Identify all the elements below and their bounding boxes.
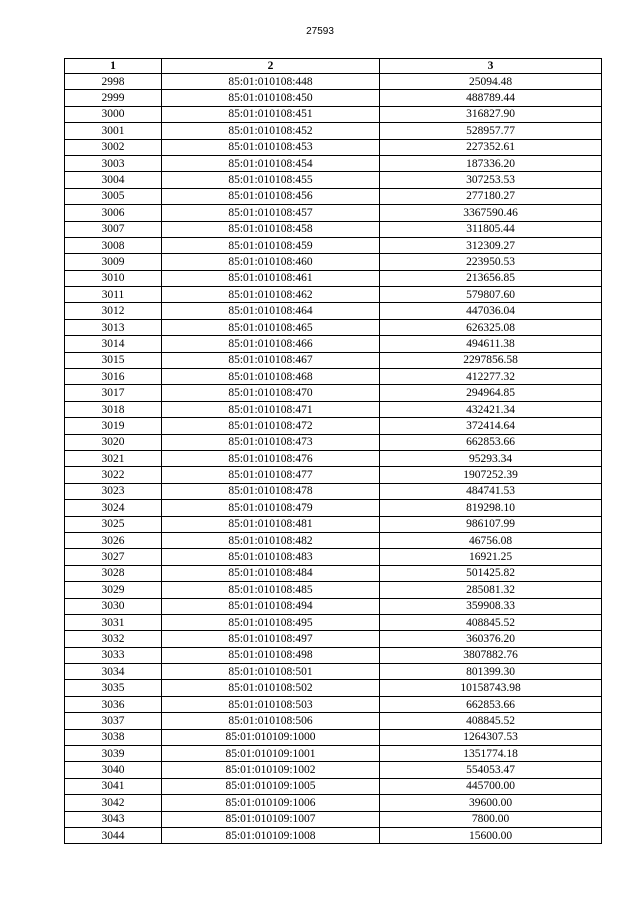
row-number-cell: 3009 (65, 254, 162, 270)
cadastral-number-cell: 85:01:010108:502 (162, 680, 380, 696)
row-number-cell: 3039 (65, 746, 162, 762)
table-row (65, 270, 602, 286)
column-header-2: 2 (162, 59, 380, 74)
cadastral-number-cell: 85:01:010108:498 (162, 647, 380, 663)
cadastral-number-cell: 85:01:010108:506 (162, 713, 380, 729)
cadastral-number-cell: 85:01:010108:485 (162, 582, 380, 598)
cadastral-number-cell: 85:01:010108:458 (162, 221, 380, 237)
value-cell: 294964.85 (380, 385, 602, 401)
table-row (65, 319, 602, 335)
table-row (65, 221, 602, 237)
table-row (65, 155, 602, 171)
value-cell: 95293.34 (380, 450, 602, 466)
row-number-cell: 3027 (65, 549, 162, 565)
row-number-cell: 3030 (65, 598, 162, 614)
value-cell: 312309.27 (380, 237, 602, 253)
row-number-cell: 3001 (65, 123, 162, 139)
table-body (65, 74, 602, 844)
row-number-cell: 3032 (65, 631, 162, 647)
value-cell: 662853.66 (380, 696, 602, 712)
value-cell: 1907252.39 (380, 467, 602, 483)
table-row (65, 713, 602, 729)
row-number-cell: 3022 (65, 467, 162, 483)
cadastral-number-cell: 85:01:010108:466 (162, 336, 380, 352)
row-number-cell: 3024 (65, 500, 162, 516)
row-number-cell: 3037 (65, 713, 162, 729)
cadastral-number-cell: 85:01:010108:448 (162, 74, 380, 90)
row-number-cell: 3041 (65, 778, 162, 794)
value-cell: 227352.61 (380, 139, 602, 155)
cadastral-number-cell: 85:01:010108:464 (162, 303, 380, 319)
value-cell: 25094.48 (380, 74, 602, 90)
table-row (65, 418, 602, 434)
table-row (65, 500, 602, 516)
row-number-cell: 3012 (65, 303, 162, 319)
value-cell: 360376.20 (380, 631, 602, 647)
cadastral-number-cell: 85:01:010108:484 (162, 565, 380, 581)
cadastral-number-cell: 85:01:010108:451 (162, 106, 380, 122)
row-number-cell: 3014 (65, 336, 162, 352)
value-cell: 501425.82 (380, 565, 602, 581)
row-number-cell: 3031 (65, 614, 162, 630)
value-cell: 408845.52 (380, 713, 602, 729)
value-cell: 484741.53 (380, 483, 602, 499)
table-row (65, 582, 602, 598)
value-cell: 15600.00 (380, 827, 602, 843)
value-cell: 2297856.58 (380, 352, 602, 368)
row-number-cell: 3002 (65, 139, 162, 155)
value-cell: 10158743.98 (380, 680, 602, 696)
table-row (65, 598, 602, 614)
cadastral-number-cell: 85:01:010108:465 (162, 319, 380, 335)
cadastral-number-cell: 85:01:010108:452 (162, 123, 380, 139)
cadastral-number-cell: 85:01:010108:479 (162, 500, 380, 516)
value-cell: 39600.00 (380, 795, 602, 811)
row-number-cell: 3026 (65, 532, 162, 548)
cadastral-number-cell: 85:01:010108:503 (162, 696, 380, 712)
row-number-cell: 3028 (65, 565, 162, 581)
cadastral-number-cell: 85:01:010109:1002 (162, 762, 380, 778)
table-row (65, 401, 602, 417)
table-row (65, 631, 602, 647)
cadastral-number-cell: 85:01:010109:1001 (162, 746, 380, 762)
value-cell: 46756.08 (380, 532, 602, 548)
row-number-cell: 2998 (65, 74, 162, 90)
cadastral-number-cell: 85:01:010108:456 (162, 188, 380, 204)
value-cell: 528957.77 (380, 123, 602, 139)
table-row (65, 532, 602, 548)
row-number-cell: 3011 (65, 287, 162, 303)
table-row (65, 74, 602, 90)
cadastral-number-cell: 85:01:010108:471 (162, 401, 380, 417)
cadastral-number-cell: 85:01:010108:494 (162, 598, 380, 614)
row-number-cell: 2999 (65, 90, 162, 106)
table-row (65, 172, 602, 188)
table-row (65, 664, 602, 680)
cadastral-number-cell: 85:01:010108:467 (162, 352, 380, 368)
row-number-cell: 3003 (65, 155, 162, 171)
cadastral-number-cell: 85:01:010108:455 (162, 172, 380, 188)
value-cell: 7800.00 (380, 811, 602, 827)
table-row (65, 696, 602, 712)
data-table (64, 58, 602, 844)
table-row (65, 746, 602, 762)
table-row (65, 762, 602, 778)
value-cell: 819298.10 (380, 500, 602, 516)
value-cell: 626325.08 (380, 319, 602, 335)
table-row (65, 795, 602, 811)
cadastral-number-cell: 85:01:010108:459 (162, 237, 380, 253)
row-number-cell: 3006 (65, 205, 162, 221)
cadastral-number-cell: 85:01:010108:462 (162, 287, 380, 303)
row-number-cell: 3042 (65, 795, 162, 811)
row-number-cell: 3017 (65, 385, 162, 401)
cadastral-number-cell: 85:01:010108:477 (162, 467, 380, 483)
cadastral-number-cell: 85:01:010108:457 (162, 205, 380, 221)
table-header (65, 59, 602, 74)
table-row (65, 450, 602, 466)
table-row (65, 369, 602, 385)
cadastral-number-cell: 85:01:010108:473 (162, 434, 380, 450)
table-row (65, 778, 602, 794)
table-row (65, 205, 602, 221)
page-number: 27593 (306, 26, 334, 37)
row-number-cell: 3018 (65, 401, 162, 417)
table-row (65, 254, 602, 270)
table-row (65, 385, 602, 401)
value-cell: 662853.66 (380, 434, 602, 450)
table-row (65, 647, 602, 663)
table-row (65, 139, 602, 155)
value-cell: 579807.60 (380, 287, 602, 303)
value-cell: 3807882.76 (380, 647, 602, 663)
row-number-cell: 3034 (65, 664, 162, 680)
row-number-cell: 3035 (65, 680, 162, 696)
table-row (65, 106, 602, 122)
row-number-cell: 3000 (65, 106, 162, 122)
value-cell: 554053.47 (380, 762, 602, 778)
table-row (65, 467, 602, 483)
value-cell: 213656.85 (380, 270, 602, 286)
table-row (65, 123, 602, 139)
row-number-cell: 3023 (65, 483, 162, 499)
row-number-cell: 3010 (65, 270, 162, 286)
value-cell: 285081.32 (380, 582, 602, 598)
cadastral-number-cell: 85:01:010108:495 (162, 614, 380, 630)
cadastral-number-cell: 85:01:010109:1005 (162, 778, 380, 794)
cadastral-number-cell: 85:01:010109:1006 (162, 795, 380, 811)
cadastral-number-cell: 85:01:010108:468 (162, 369, 380, 385)
row-number-cell: 3013 (65, 319, 162, 335)
cadastral-number-cell: 85:01:010108:482 (162, 532, 380, 548)
table-row (65, 827, 602, 843)
table-header-row (65, 59, 602, 74)
cadastral-number-cell: 85:01:010108:470 (162, 385, 380, 401)
value-cell: 488789.44 (380, 90, 602, 106)
table-row (65, 303, 602, 319)
value-cell: 187336.20 (380, 155, 602, 171)
cadastral-number-cell: 85:01:010108:461 (162, 270, 380, 286)
value-cell: 16921.25 (380, 549, 602, 565)
row-number-cell: 3044 (65, 827, 162, 843)
table-row (65, 237, 602, 253)
table-row (65, 352, 602, 368)
cadastral-number-cell: 85:01:010108:478 (162, 483, 380, 499)
value-cell: 445700.00 (380, 778, 602, 794)
value-cell: 432421.34 (380, 401, 602, 417)
value-cell: 316827.90 (380, 106, 602, 122)
column-header-1: 1 (65, 59, 162, 74)
value-cell: 311805.44 (380, 221, 602, 237)
row-number-cell: 3036 (65, 696, 162, 712)
value-cell: 412277.32 (380, 369, 602, 385)
value-cell: 3367590.46 (380, 205, 602, 221)
cadastral-number-cell: 85:01:010109:1008 (162, 827, 380, 843)
table-row (65, 614, 602, 630)
table-row (65, 549, 602, 565)
row-number-cell: 3038 (65, 729, 162, 745)
value-cell: 1264307.53 (380, 729, 602, 745)
cadastral-number-cell: 85:01:010108:481 (162, 516, 380, 532)
table-row (65, 90, 602, 106)
cadastral-number-cell: 85:01:010108:497 (162, 631, 380, 647)
table-row (65, 565, 602, 581)
row-number-cell: 3004 (65, 172, 162, 188)
row-number-cell: 3019 (65, 418, 162, 434)
value-cell: 986107.99 (380, 516, 602, 532)
row-number-cell: 3021 (65, 450, 162, 466)
row-number-cell: 3043 (65, 811, 162, 827)
row-number-cell: 3015 (65, 352, 162, 368)
table-row (65, 188, 602, 204)
cadastral-number-cell: 85:01:010108:454 (162, 155, 380, 171)
value-cell: 372414.64 (380, 418, 602, 434)
table-row (65, 680, 602, 696)
row-number-cell: 3029 (65, 582, 162, 598)
table-row (65, 434, 602, 450)
table-row (65, 287, 602, 303)
row-number-cell: 3020 (65, 434, 162, 450)
cadastral-number-cell: 85:01:010109:1007 (162, 811, 380, 827)
cadastral-number-cell: 85:01:010108:476 (162, 450, 380, 466)
table-row (65, 516, 602, 532)
value-cell: 1351774.18 (380, 746, 602, 762)
cadastral-number-cell: 85:01:010108:460 (162, 254, 380, 270)
value-cell: 494611.38 (380, 336, 602, 352)
table-row (65, 811, 602, 827)
value-cell: 223950.53 (380, 254, 602, 270)
row-number-cell: 3005 (65, 188, 162, 204)
cadastral-number-cell: 85:01:010108:483 (162, 549, 380, 565)
row-number-cell: 3033 (65, 647, 162, 663)
cadastral-number-cell: 85:01:010109:1000 (162, 729, 380, 745)
table-row (65, 483, 602, 499)
value-cell: 408845.52 (380, 614, 602, 630)
row-number-cell: 3025 (65, 516, 162, 532)
cadastral-number-cell: 85:01:010108:450 (162, 90, 380, 106)
value-cell: 277180.27 (380, 188, 602, 204)
value-cell: 801399.30 (380, 664, 602, 680)
row-number-cell: 3040 (65, 762, 162, 778)
table-row (65, 729, 602, 745)
value-cell: 307253.53 (380, 172, 602, 188)
value-cell: 359908.33 (380, 598, 602, 614)
table-row (65, 336, 602, 352)
cadastral-number-cell: 85:01:010108:472 (162, 418, 380, 434)
value-cell: 447036.04 (380, 303, 602, 319)
cadastral-number-cell: 85:01:010108:501 (162, 664, 380, 680)
row-number-cell: 3007 (65, 221, 162, 237)
row-number-cell: 3016 (65, 369, 162, 385)
cadastral-number-cell: 85:01:010108:453 (162, 139, 380, 155)
column-header-3: 3 (380, 59, 602, 74)
row-number-cell: 3008 (65, 237, 162, 253)
